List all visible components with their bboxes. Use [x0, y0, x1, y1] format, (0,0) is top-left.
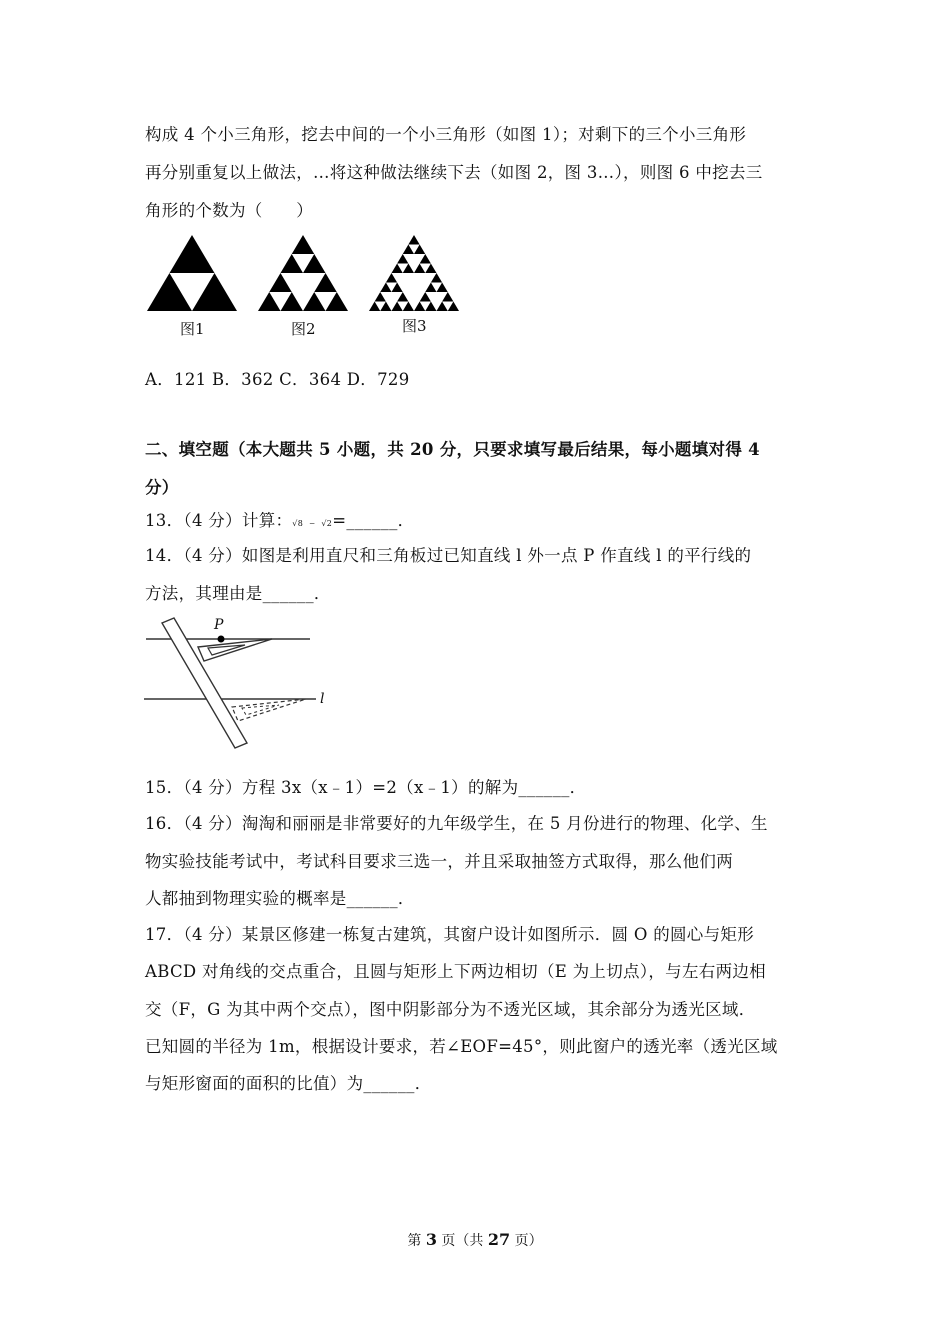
q14-line-2: 方法，其理由是______． [145, 584, 331, 603]
label-p: P [214, 617, 224, 633]
q17-line-3: 交（F，G 为其中两个交点），图中阴影部分为不透光区域，其余部分为透光区域． [145, 1000, 756, 1019]
q13-suffix: =______． [332, 511, 415, 530]
q12-options: A．121 B．362 C．364 D．729 [145, 370, 410, 389]
section-2-heading-line-2: 分） [145, 478, 179, 497]
footer-page-number: 3 [425, 1230, 437, 1249]
ruler-triangle-figure [140, 615, 340, 755]
q16-line-1: 16．（4 分）淘淘和丽丽是非常要好的九年级学生，在 5 月份进行的物理、化学、生 [145, 814, 768, 833]
fig-label-1: 图1 [180, 320, 205, 338]
q15-line: 15．（4 分）方程 3x（x﹣1）=2（x﹣1）的解为______． [145, 778, 587, 797]
q16-line-3: 人都抽到物理实验的概率是______． [145, 889, 415, 908]
label-l: l [320, 691, 325, 707]
q17-line-2: ABCD 对角线的交点重合，且圆与矩形上下两边相切（E 为上切点），与左右两边相 [145, 962, 766, 981]
footer-middle: 页（共 [436, 1233, 488, 1249]
q14-line-1: 14．（4 分）如图是利用直尺和三角板过已知直线 l 外一点 P 作直线 l 的平行线的 [145, 546, 752, 565]
q17-line-5: 与矩形窗面的面积的比值）为______． [145, 1074, 432, 1093]
q12-line-1: 构成 4 个小三角形，挖去中间的一个小三角形（如图 1）；对剩下的三个小三角形 [145, 125, 747, 144]
footer-suffix: 页） [510, 1233, 543, 1249]
page-footer [0, 1230, 950, 1250]
q12-line-2: 再分别重复以上做法，…将这种做法继续下去（如图 2，图 3…），则图 6 中挖去三 [145, 163, 763, 182]
q13-minus: ﹣ [306, 515, 319, 529]
sierpinski-figure-2 [255, 233, 351, 313]
q13-prefix: 13．（4 分）计算： [145, 511, 293, 530]
footer-prefix: 第 [407, 1233, 426, 1249]
section-2-heading-line-1: 二、填空题（本大题共 5 小题，共 20 分，只要求填写最后结果，每小题填对得 4 [145, 440, 760, 459]
q17-line-1: 17．（4 分）某景区修建一栋复古建筑，其窗户设计如图所示．圆 O 的圆心与矩形 [145, 925, 755, 944]
fig-label-3: 图3 [402, 317, 427, 335]
sierpinski-figure-3 [366, 233, 462, 313]
fig-label-2: 图2 [291, 320, 316, 338]
q16-line-2: 物实验技能考试中，考试科目要求三选一，并且采取抽签方式取得，那么他们两 [145, 852, 733, 871]
q13-line [145, 510, 815, 535]
sierpinski-figure-1 [144, 233, 240, 313]
footer-total-pages: 27 [487, 1230, 511, 1249]
q12-line-3: 角形的个数为（ ） [145, 201, 313, 220]
q13-radical-a: √8 [292, 519, 304, 528]
q13-radical-b: √2 [321, 519, 333, 528]
q17-line-4: 已知圆的半径为 1m，根据设计要求，若∠EOF=45°，则此窗户的透光率（透光区域 [145, 1037, 778, 1056]
